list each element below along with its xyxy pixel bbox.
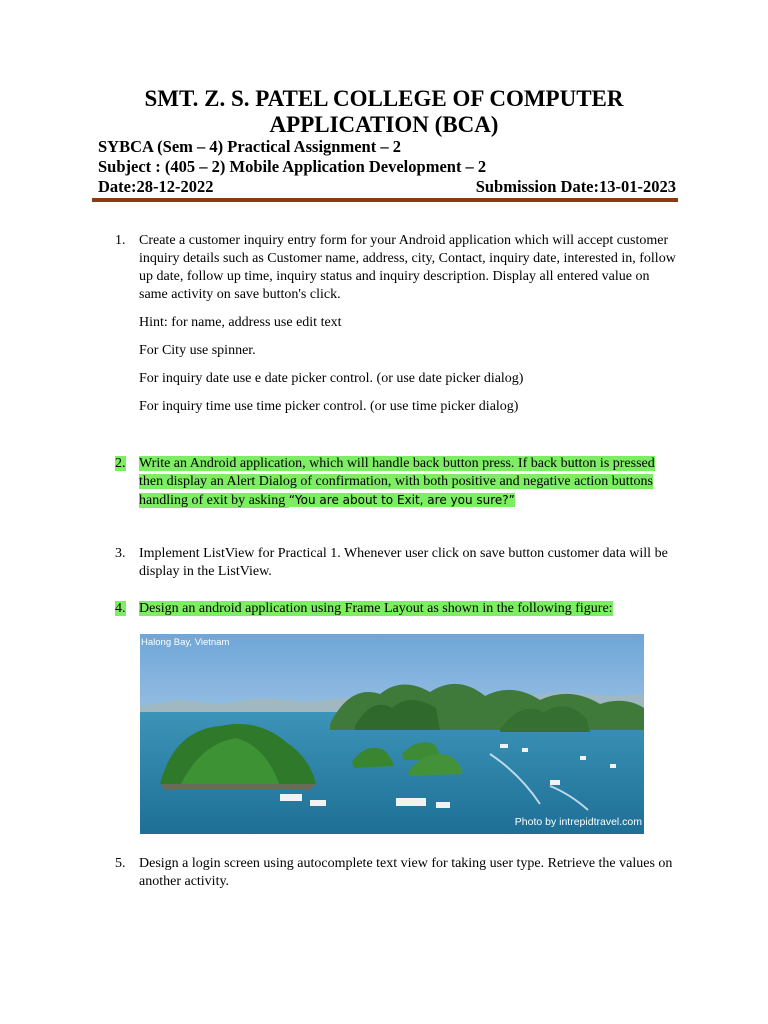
assignment-date: Date:28-12-2022 (98, 177, 214, 196)
date-line (98, 177, 676, 197)
item-1-hint: Hint: for name, address use edit text (139, 315, 342, 330)
item-1-hint: For inquiry time use time picker control. (or use time picker dialog) (139, 399, 519, 414)
halong-bay-illustration (140, 634, 644, 834)
item-1-text: Create a customer inquiry entry form for your Android application which will accept customer inquiry details such as Customer name, address, city, Contact, inquiry date, interested in, follow up date, follow up time, inquiry status and inquiry description. Display all entered value on same activity on save button's click. (139, 233, 676, 302)
college-title-line2: APPLICATION (BCA) (269, 112, 499, 137)
item-2-text (139, 455, 671, 510)
item-number: 1. (115, 233, 126, 248)
item-1-hint: For City use spinner. (139, 343, 256, 358)
college-title-line1: SMT. Z. S. PATEL COLLEGE OF COMPUTER (144, 86, 624, 111)
item-3-text: Implement ListView for Practical 1. Whenever user click on save button customer data will be display in the ListView. (139, 546, 668, 579)
item-number: 5. (115, 856, 126, 871)
item-2-quote: “You are about to Exit, are you sure?” (288, 493, 515, 507)
header-divider (92, 198, 678, 202)
item-number: 4. (115, 601, 126, 616)
item-5-text: Design a login screen using autocomplete text view for taking user type. Retrieve the values on another activity. (139, 856, 673, 889)
halong-bay-photo (140, 634, 644, 834)
photo-credit: Photo by intrepidtravel.com (514, 816, 642, 828)
item-number: 2. (115, 456, 126, 471)
item-2-main: Write an Android application, which will handle back button press. If back button is pressed then display an Alert Dialog of confirmation, with both positive and negative action buttons handling of exit by asking (139, 456, 655, 508)
course-line: SYBCA (Sem – 4) Practical Assignment – 2 (98, 137, 401, 156)
item-number: 3. (115, 546, 126, 561)
subject-line: Subject : (405 – 2) Mobile Application Development – 2 (98, 157, 487, 176)
item-1-hint: For inquiry date use e date picker control. (or use date picker dialog) (139, 371, 524, 386)
college-title (96, 86, 672, 138)
photo-caption: Halong Bay, Vietnam (141, 637, 230, 648)
item-4-text: Design an android application using Frame Layout as shown in the following figure: (139, 601, 613, 616)
submission-date: Submission Date:13-01-2023 (475, 177, 676, 196)
